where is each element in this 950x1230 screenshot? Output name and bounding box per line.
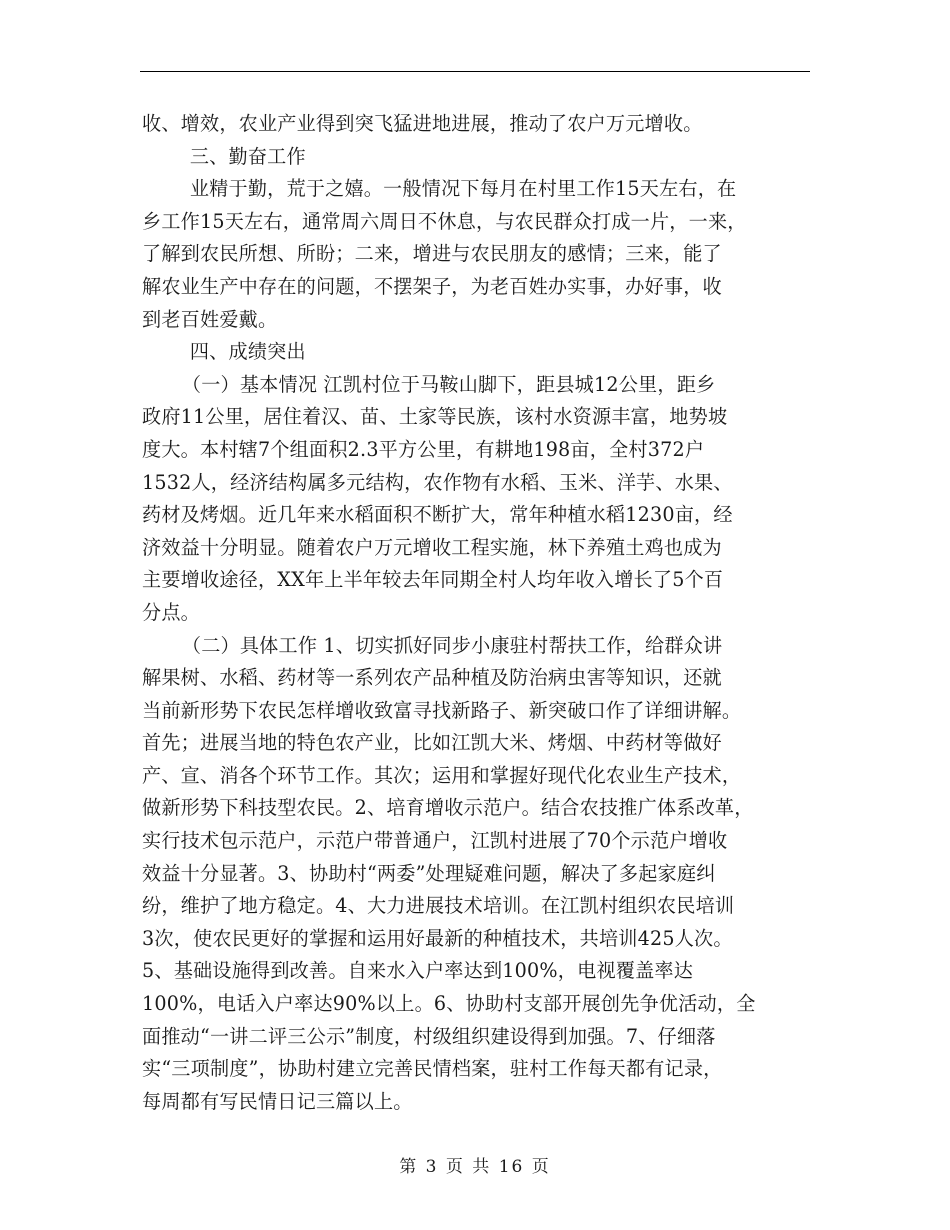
text-line: 实行技术包示范户，示范户带普通户，江凯村进展了70个示范户增收	[142, 829, 728, 853]
text-line: 解果树、水稻、药材等一系列农产品种植及防治病虫害等知识，还就	[142, 666, 722, 690]
text-line: 分点。	[142, 600, 200, 624]
text-line: 效益十分显著。3、协助村“两委”处理疑难问题，解决了多起家庭纠	[142, 861, 716, 885]
text-line: 首先；进展当地的特色农产业，比如江凯大米、烤烟、中药材等做好	[142, 731, 722, 755]
text-line: 3次，使农民更好的掌握和运用好最新的种植技术，共培训425人次。	[142, 926, 733, 950]
text-line: 三、勤奋工作	[189, 144, 306, 168]
text-line: 纷，维护了地方稳定。4、大力进展技术培训。在江凯村组织农民培训	[142, 894, 735, 918]
text-line: 每周都有写民情日记三篇以上。	[142, 1089, 413, 1113]
header-rule	[140, 71, 810, 72]
text-line: 到老百姓爱戴。	[142, 307, 278, 331]
document-body	[142, 108, 814, 1118]
text-line: 100%，电话入户率达90%以上。6、协助村支部开展创先争优活动，全	[142, 992, 756, 1016]
text-line: 乡工作15天左右，通常周六周日不休息，与农民群众打成一片，一来，	[142, 209, 747, 233]
text-line: （一）基本情况 江凯村位于马鞍山脚下，距县城12公里，距乡	[181, 372, 716, 396]
text-line: 实“三项制度”，协助村建立完善民情档案，驻村工作每天都有记录，	[142, 1057, 723, 1081]
text-line: 做新形势下科技型农民。2、培育增收示范户。结合农技推广体系改革，	[142, 796, 754, 820]
text-line: 产、宣、消各个环节工作。其次；运用和掌握好现代化农业生产技术，	[142, 763, 742, 787]
text-line: 济效益十分明显。随着农户万元增收工程实施，林下养殖土鸡也成为	[142, 535, 722, 559]
text-line: 5、基础设施得到改善。自来水入户率达到100%，电视覆盖率达	[142, 959, 694, 983]
text-line: 面推动“一讲二评三公示”制度，村级组织建设得到加强。7、仔细落	[142, 1024, 716, 1048]
text-line: 业精于勤，荒于之嬉。一般情况下每月在村里工作15天左右，在	[189, 177, 737, 201]
text-line: 药材及烤烟。近几年来水稻面积不断扩大，常年种植水稻1230亩，经	[142, 503, 733, 527]
text-line: 解农业生产中存在的问题，不摆架子，为老百姓办实事，办好事，收	[142, 274, 722, 298]
text-line: 四、成绩突出	[189, 340, 306, 364]
text-line: 1532人，经济结构属多元结构，农作物有水稻、玉米、洋芋、水果、	[142, 470, 733, 494]
page-number-footer: 第 3 页 共 16 页	[399, 1157, 551, 1177]
text-line: 收、增效，农业产业得到突飞猛进地进展，推动了农户万元增收。	[142, 112, 703, 135]
text-line: 度大。本村辖7个组面积2.3平方公里，有耕地198亩，全村372户	[142, 437, 705, 461]
text-line: 当前新形势下农民怎样增收致富寻找新路子、新突破口作了详细讲解。	[142, 698, 742, 722]
text-line: （二）具体工作 1、切实抓好同步小康驻村帮扶工作，给群众讲	[181, 633, 723, 657]
text-line: 了解到农民所想、所盼；二来，增进与农民朋友的感情；三来，能了	[142, 242, 722, 266]
text-line: 主要增收途径，XX年上半年较去年同期全村人均年收入增长了5个百	[142, 568, 724, 592]
text-line: 政府11公里，居住着汉、苗、土家等民族，该村水资源丰富，地势坡	[142, 405, 728, 429]
